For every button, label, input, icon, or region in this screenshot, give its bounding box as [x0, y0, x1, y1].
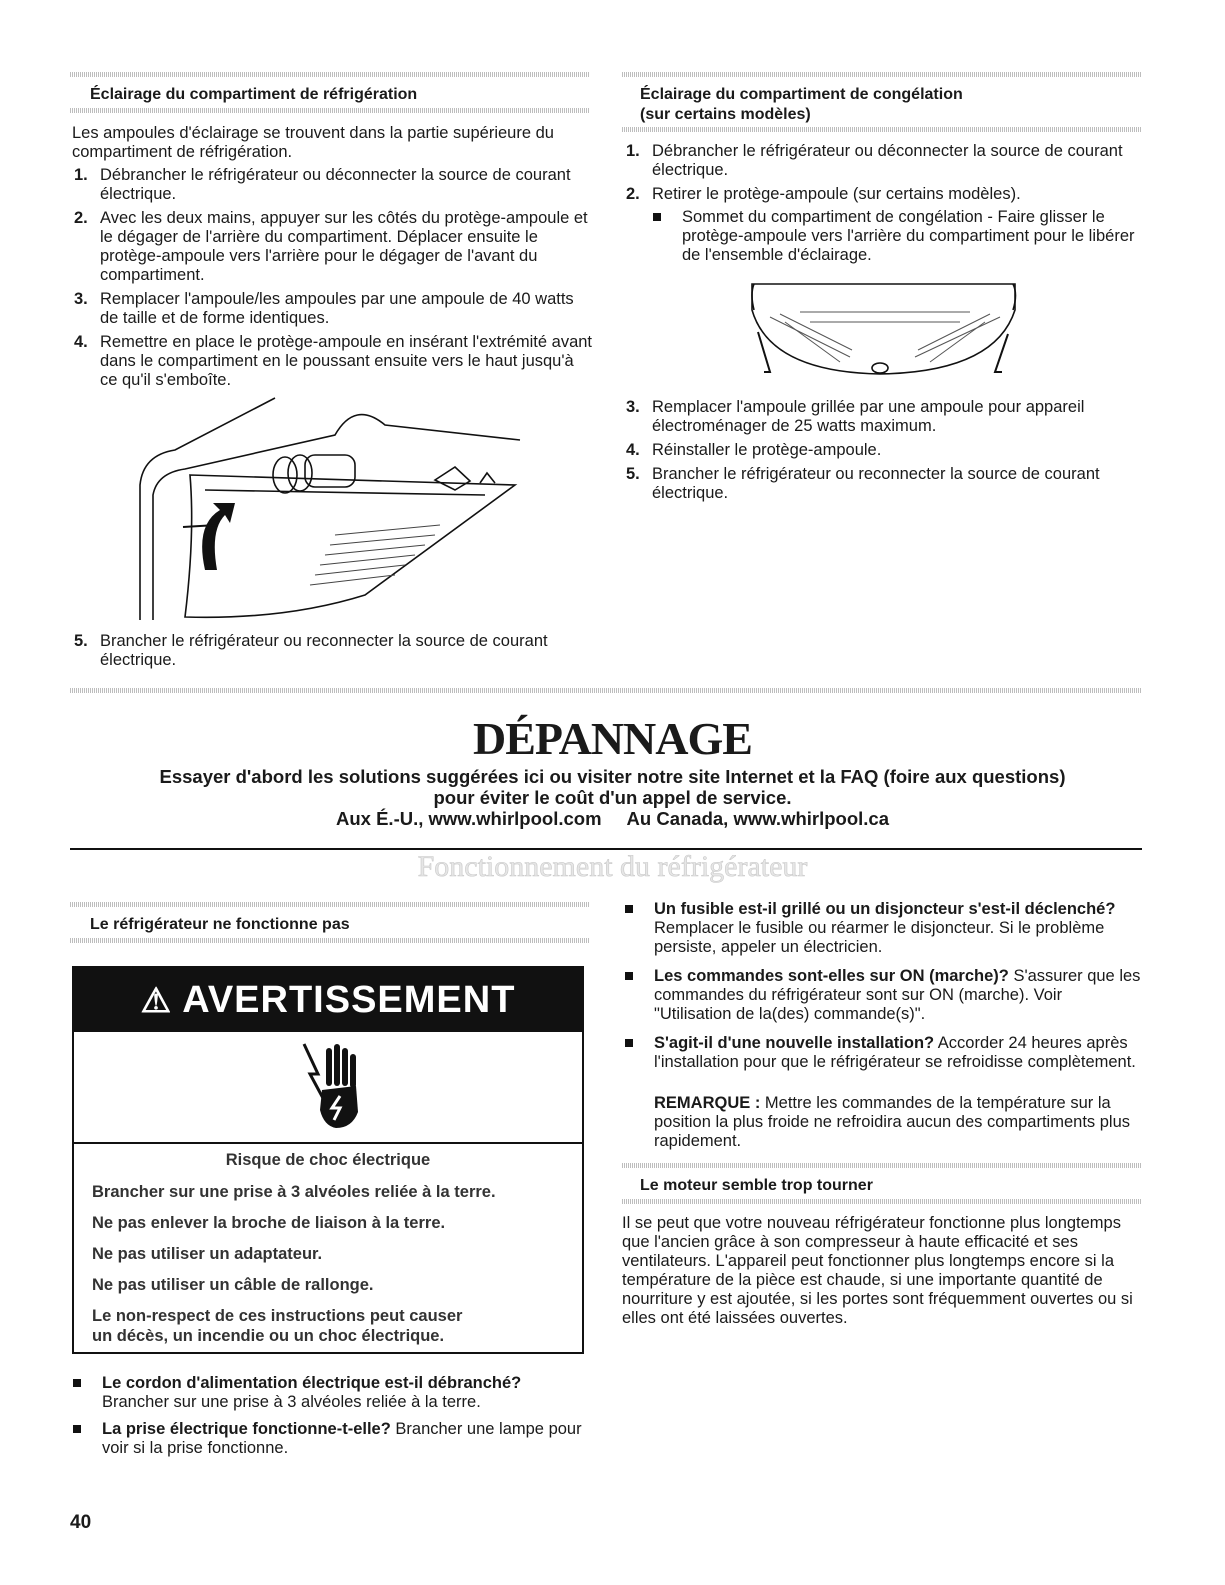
step-item: 3. Remplacer l'ampoule grillée par une ampoule pour appareil électroménager de 25 watts maximum.: [626, 398, 1085, 435]
rule-left-bottom-1: [70, 902, 590, 907]
warning-line: Risque de choc électrique: [225, 1151, 431, 1169]
bullet-item: Un fusible est-il grillé ou un disjoncteur s'est-il déclenché? Remplacer le fusible ou réarmer le disjoncteur. Si le problème persiste, appeler un électricien.: [622, 900, 1142, 957]
refrigerator-light-illustration: [135, 395, 535, 625]
heading-refrigeration-light: Éclairage du compartiment de réfrigération: [90, 86, 418, 103]
step-item: 5. Brancher le réfrigérateur ou reconnecter la source de courant électrique.: [626, 465, 1100, 502]
step-item: 2. Avec les deux mains, appuyer sur les côtés du protège-ampoule et le dégager de l'arrière du compartiment. Déplacer ensuite le protège-ampoule vers l'arrière pour le dégager de l'avant du compartiment.: [74, 209, 588, 284]
warning-line: Ne pas utiliser un câble de rallonge.: [92, 1276, 374, 1294]
heading-motor-runs: Le moteur semble trop tourner: [640, 1177, 873, 1194]
step-item: 4. Réinstaller le protège-ampoule.: [626, 441, 882, 459]
bullet-item: Sommet du compartiment de congélation - Faire glisser le protège-ampoule vers l'arrière du compartiment pour le libérer de l'ensemble d'éclairage.: [650, 208, 1140, 265]
rule-right-top-1: [622, 72, 1142, 77]
rule-full-width: [70, 688, 1142, 693]
rule-right-top-2: [622, 127, 1142, 132]
warning-line: Brancher sur une prise à 3 alvéoles reliée à la terre.: [92, 1183, 496, 1201]
intro-line-3: Aux É.-U., www.whirlpool.com Au Canada, www.whirlpool.ca: [336, 808, 889, 829]
heading-freezer-light-line2: (sur certains modèles): [640, 106, 811, 123]
rule-left-top-1: [70, 72, 590, 77]
warning-text: [74, 1144, 582, 1346]
warning-line: un décès, un incendie ou un choc électrique.: [92, 1327, 445, 1345]
rule-left-top-2: [70, 108, 590, 113]
freezer-light-steps-2: [624, 398, 1139, 508]
step-item: 5. Brancher le réfrigérateur ou reconnecter la source de courant électrique.: [74, 632, 548, 669]
not-working-bullets: [70, 1374, 590, 1466]
page-title: DÉPANNAGE: [473, 713, 752, 764]
intro-line-2: pour éviter le coût d'un appel de service.: [433, 787, 792, 808]
refrigeration-light-step5: [72, 632, 592, 675]
rule-left-bottom-2: [70, 938, 590, 943]
warning-banner: [74, 968, 582, 1032]
warning-line: Ne pas enlever la broche de liaison à la terre.: [92, 1214, 446, 1232]
freezer-light-bullet: [650, 208, 1140, 273]
section-title: Fonctionnement du réfrigérateur: [417, 850, 808, 883]
freezer-light-illustration: [740, 272, 1030, 387]
heading-freezer-light-line1: Éclairage du compartiment de congélation: [640, 86, 963, 103]
page-number: 40: [70, 1512, 92, 1533]
refrigeration-light-steps: [72, 166, 592, 395]
note-text: Mettre les commandes de la température sur la position la plus froide ne refroidira aucun des compartiments plus rapidement.: [654, 1094, 1131, 1150]
bullet-item: Le cordon d'alimentation électrique est-il débranché? Brancher sur une prise à 3 alvéoles reliée à la terre.: [70, 1374, 590, 1412]
motor-runs-paragraph: Il se peut que votre nouveau réfrigérateur fonctionne plus longtemps que l'ancien grâce à son compresseur à haute efficacité et ses ventilateurs. L'appareil peut fonctionner plus longtemps encore si la température de la pièce est chaude, si une importante quantité de nourriture y est ajoutée, si les portes sont fréquemment ouvertes ou si elles ont été laissées ouvertes.: [622, 1214, 1133, 1327]
step-item: 3. Remplacer l'ampoule/les ampoules par une ampoule de 40 watts de taille et de forme identiques.: [74, 290, 574, 327]
rule-right-bottom-2: [622, 1199, 1142, 1204]
refrigeration-light-intro: Les ampoules d'éclairage se trouvent dans la partie supérieure du compartiment de réfrigération.: [72, 124, 554, 161]
troubleshooting-intro: [100, 766, 1125, 829]
warning-box: [72, 966, 584, 1354]
electric-shock-hand-icon: [296, 1040, 366, 1132]
bullet-item: S'agit-il d'une nouvelle installation? Accorder 24 heures après l'installation pour que le réfrigérateur se refroidisse complètement.: [622, 1034, 1142, 1072]
step-item: 1. Débrancher le réfrigérateur ou déconnecter la source de courant électrique.: [626, 142, 1123, 179]
rule-right-bottom-1: [622, 1163, 1142, 1168]
step-item: 2. Retirer le protège-ampoule (sur certains modèles).: [626, 185, 1021, 203]
note-remarque: [654, 1094, 1142, 1151]
step-item: 4. Remettre en place le protège-ampoule en insérant l'extrémité avant dans le compartiment en le poussant ensuite vers le haut jusqu'à ce qu'il s'emboîte.: [74, 333, 593, 389]
warning-symbol-area: [74, 1032, 582, 1144]
not-working-bullets-right: [622, 900, 1142, 1080]
intro-line-1: Essayer d'abord les solutions suggérées ici ou visiter notre site Internet et la FAQ (foire aux questions): [159, 766, 1066, 787]
warning-line: Le non-respect de ces instructions peut causer: [92, 1307, 463, 1325]
note-label: REMARQUE :: [654, 1094, 761, 1112]
bullet-item: La prise électrique fonctionne-t-elle? Brancher une lampe pour voir si la prise fonctionne.: [70, 1420, 590, 1458]
warning-line: Ne pas utiliser un adaptateur.: [92, 1245, 323, 1263]
step-item: 1. Débrancher le réfrigérateur ou déconnecter la source de courant électrique.: [74, 166, 571, 203]
bullet-item: Les commandes sont-elles sur ON (marche)? S'assurer que les commandes du réfrigérateur sont sur ON (marche). Voir "Utilisation de la(des) commande(s)".: [622, 967, 1142, 1024]
heading-not-working: Le réfrigérateur ne fonctionne pas: [90, 916, 350, 933]
freezer-light-steps: [624, 142, 1139, 209]
warning-triangle-icon: ⚠: [140, 982, 173, 1020]
heading-freezer-light: [640, 85, 963, 125]
warning-banner-text: AVERTISSEMENT: [182, 979, 516, 1021]
